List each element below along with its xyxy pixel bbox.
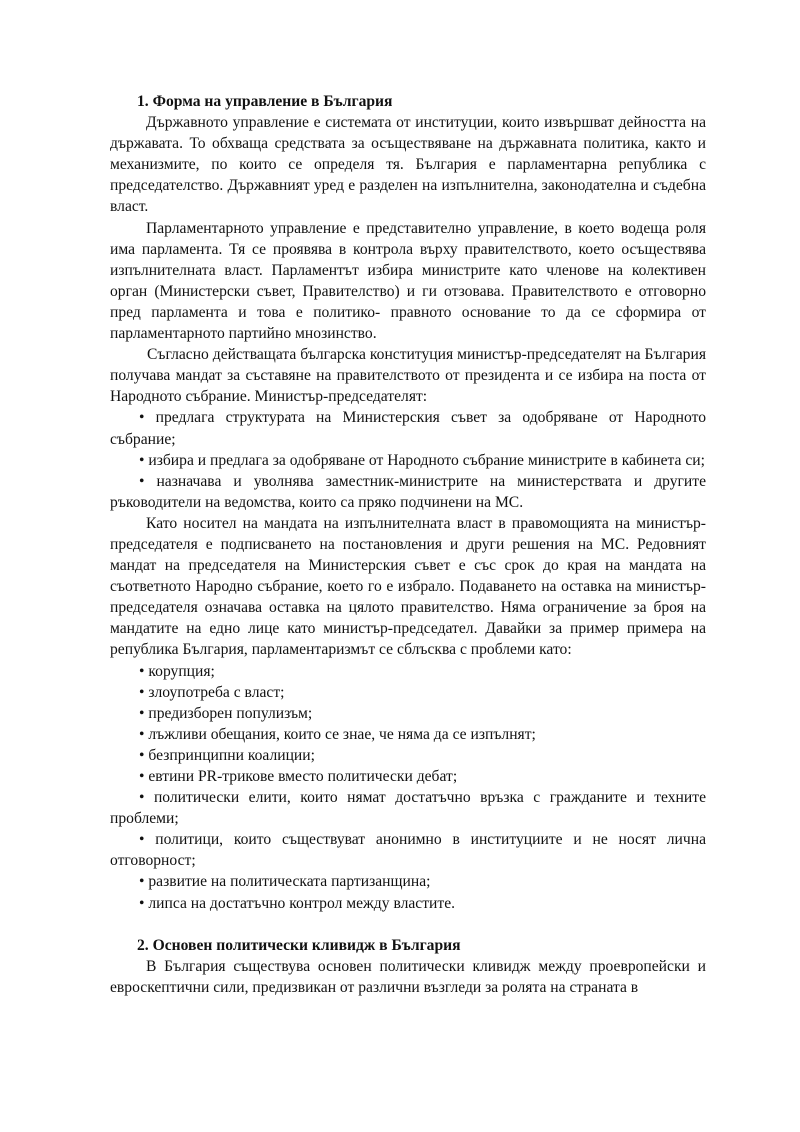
- list-item-pm-duty: • предлага структурата на Министерския съвет за одобряване от Народното събрание;: [110, 409, 706, 448]
- paragraph-cleavage: В България съществува основен политически кливидж между проевропейски и евроскептични сили, предизвикан от различни възгледи за ролята на страната в: [110, 957, 706, 996]
- list-item-problem: • злоупотреба с власт;: [139, 683, 285, 701]
- list-item-problem: • предизборен популизъм;: [139, 704, 313, 722]
- paragraph-parliamentary-governance: Парламентарното управление е представително управление, в което водеща роля има парламента. Тя се проявява в контрола върху правителството, което осъществява изпълнителната власт. Парламентът избира министрите като членове на колективен орган (Министерски съвет, Правителство) и ги отзовава. Правителството е отговорно пред парламента и това е политико- правното основание то да се сформира от парламентарното партийно мнозинство.: [110, 219, 706, 343]
- paragraph-constitution-pm: Съгласно действащата българска конституция министър-председателят на България получава мандат за съставяне на правителството от президента и се избира на поста от Народното събрание. Министър-председателят:: [110, 346, 706, 406]
- list-item-pm-duty: • избира и предлага за одобряване от Народното събрание министрите в кабинета си;: [139, 451, 705, 469]
- list-item-problem: • безпринципни коалиции;: [139, 746, 315, 764]
- list-item-problem: • развитие на политическата партизанщина;: [139, 873, 431, 891]
- document-page: [110, 91, 706, 998]
- list-item-problem: • корупция;: [139, 662, 215, 680]
- section-1-heading: 1. Форма на управление в България: [137, 93, 393, 110]
- list-item-problem: • евтини PR-трикове вместо политически дебат;: [139, 768, 458, 785]
- paragraph-state-governance: Държавното управление е системата от институции, които извършват дейността на държавата. То обхваща средствата за осъществяване на държавната политика, както и механизмите, по които се определя тя. България е парламентарна република с председателство. Държавният уред е разделен на изпълнителна, законодателна и съдебна власт.: [110, 114, 706, 216]
- list-item-problem: • политически елити, които нямат достатъчно връзка с гражданите и техните проблеми;: [110, 789, 706, 828]
- list-item-problem: • липса на достатъчно контрол между властите.: [139, 894, 456, 912]
- list-item-problem: • политици, които съществуват анонимно в институциите и не носят лична отговорност;: [110, 831, 706, 870]
- section-2-heading: 2. Основен политически кливидж в България: [137, 936, 461, 954]
- paragraph-mandate: Като носител на мандата на изпълнителната власт в правомощията на министър-председателя е подписването на постановления и други решения на МС. Редовният мандат на председателя на Министерския съвет е със срок до края на мандата на съответното Народно събрание, което го е избрало. Подаването на оставка на министър-председателя означава оставка на цялото правителство. Няма ограничение за броя на мандатите на едно лице като министър-председател. Давайки за пример примера на република България, парламентаризмът се сблъсква с проблеми като:: [110, 514, 706, 659]
- list-item-problem: • лъжливи обещания, които се знае, че няма да се изпълнят;: [139, 725, 536, 743]
- list-item-pm-duty: • назначава и уволнява заместник-министрите на министерствата и другите ръководители на ведомства, които са пряко подчинени на МС.: [110, 472, 706, 511]
- section-spacer: [110, 914, 706, 935]
